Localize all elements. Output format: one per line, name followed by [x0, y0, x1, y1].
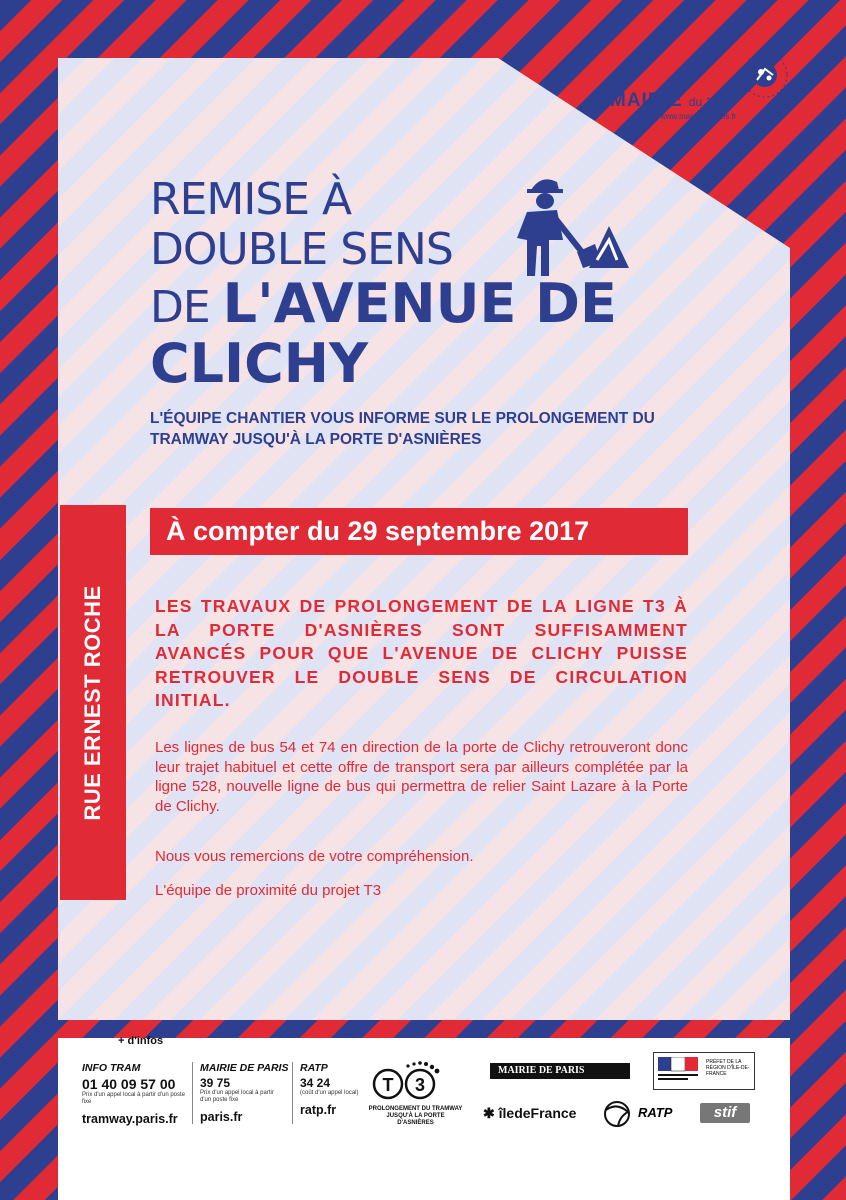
body-paragraph: Les lignes de bus 54 et 74 en direction de la porte de Clichy retrouveront donc leur trajet habituel et cette offre de transport sera par ailleurs complétée par la ligne 528, nouvelle ligne de bus qui permettra de relier Saint Lazare à la Porte de Clichy.: [155, 739, 688, 815]
ratp-label: RATP: [300, 1062, 328, 1074]
stif-logo: stif: [700, 1103, 750, 1123]
title-line-4: [150, 332, 369, 395]
prefet-label: PRÉFET DE LA RÉGION D'ÎLE-DE-FRANCE: [706, 1059, 750, 1077]
signature-text: L'équipe de proximité du projet T3: [155, 882, 382, 899]
mairie-17-logo: [610, 90, 725, 112]
mairie-paris-contact: [200, 1062, 288, 1124]
street-name-tab: [60, 505, 126, 900]
title-line-3: [150, 272, 617, 335]
lead-paragraph: LES TRAVAUX DE PROLONGEMENT DE LA LIGNE T3 À LA PORTE D'ASNIÈRES SONT SUFFISAMMENT AVANCÉS POUR QUE L'AVENUE DE CLICHY PUISSE RETROUVER LE DOUBLE SENS DE CIRCULATION INITIAL.: [155, 596, 688, 710]
ratp-link[interactable]: ratp.fr: [300, 1103, 337, 1117]
ratp-logo: [600, 1100, 690, 1128]
mairie-sup: e: [718, 90, 725, 101]
star-icon: ✱: [483, 1105, 495, 1121]
title-line-3-bold: L'AVENUE DE: [222, 272, 617, 335]
mairie-paris-label: MAIRIE DE PARIS: [200, 1062, 289, 1074]
info-tram-label: INFO TRAM: [82, 1062, 141, 1074]
construction-worker-icon: [505, 168, 635, 283]
svg-text:T: T: [382, 1075, 394, 1095]
thanks-text: Nous vous remercions de votre compréhension.: [155, 848, 474, 865]
info-tram-note: Prix d'un appel local à partir d'un poste fixe: [82, 1092, 186, 1105]
republique-francaise-icon: [658, 1057, 698, 1083]
subtitle: L'ÉQUIPE CHANTIER VOUS INFORME SUR LE PROLONGEMENT DU TRAMWAY JUSQU'À LA PORTE D'ASNIÈRES: [150, 410, 655, 448]
title-line-3-prefix: DE: [150, 282, 223, 333]
prefet-logo: [653, 1052, 755, 1090]
info-tram-contact: [82, 1062, 187, 1126]
t3-caption: PROLONGEMENT DU TRAMWAY JUSQU'À LA PORTE D'ASNIÈRES: [368, 1106, 463, 1126]
divider: [292, 1062, 293, 1124]
ratp-note: (coût d'un appel local): [300, 1090, 359, 1096]
info-tram-number: 01 40 09 57 00: [82, 1076, 176, 1092]
ile-de-france-logo: [483, 1105, 576, 1122]
mairie-paris-link[interactable]: paris.fr: [200, 1110, 243, 1124]
mairie-de-paris-logo: MAIRIE DE PARIS: [490, 1063, 630, 1079]
info-tram-link[interactable]: tramway.paris.fr: [82, 1112, 178, 1126]
mairie-du-17: du 17: [688, 95, 719, 109]
divider: [192, 1062, 193, 1124]
ratp-face-icon: [600, 1100, 634, 1128]
title-line-1: REMISE À: [150, 174, 352, 225]
street-name-label: RUE ERNEST ROCHE: [80, 584, 105, 821]
ratp-logo-label: RATP: [638, 1105, 673, 1120]
mairie-label: MAIRIE: [610, 90, 683, 111]
date-banner: [150, 508, 688, 555]
title-line-2: DOUBLE SENS: [150, 224, 453, 275]
district-seal-icon: [735, 45, 795, 105]
date-banner-text: À compter du 29 septembre 2017: [166, 516, 590, 546]
title-line-4-text: CLICHY: [150, 332, 369, 395]
svg-text:3: 3: [414, 1075, 426, 1095]
ile-de-france-label: îledeFrance: [498, 1105, 577, 1121]
mairie-paris-number: 39 75: [200, 1076, 231, 1090]
more-info-label: + d'infos: [118, 1035, 164, 1047]
mairie-url: www.mairie17.paris.fr: [660, 112, 737, 121]
mairie-paris-note: Prix d'un appel local à partir d'un poste fixe: [200, 1090, 274, 1103]
ratp-contact: [300, 1062, 360, 1117]
ratp-number: 34 24: [300, 1076, 331, 1090]
